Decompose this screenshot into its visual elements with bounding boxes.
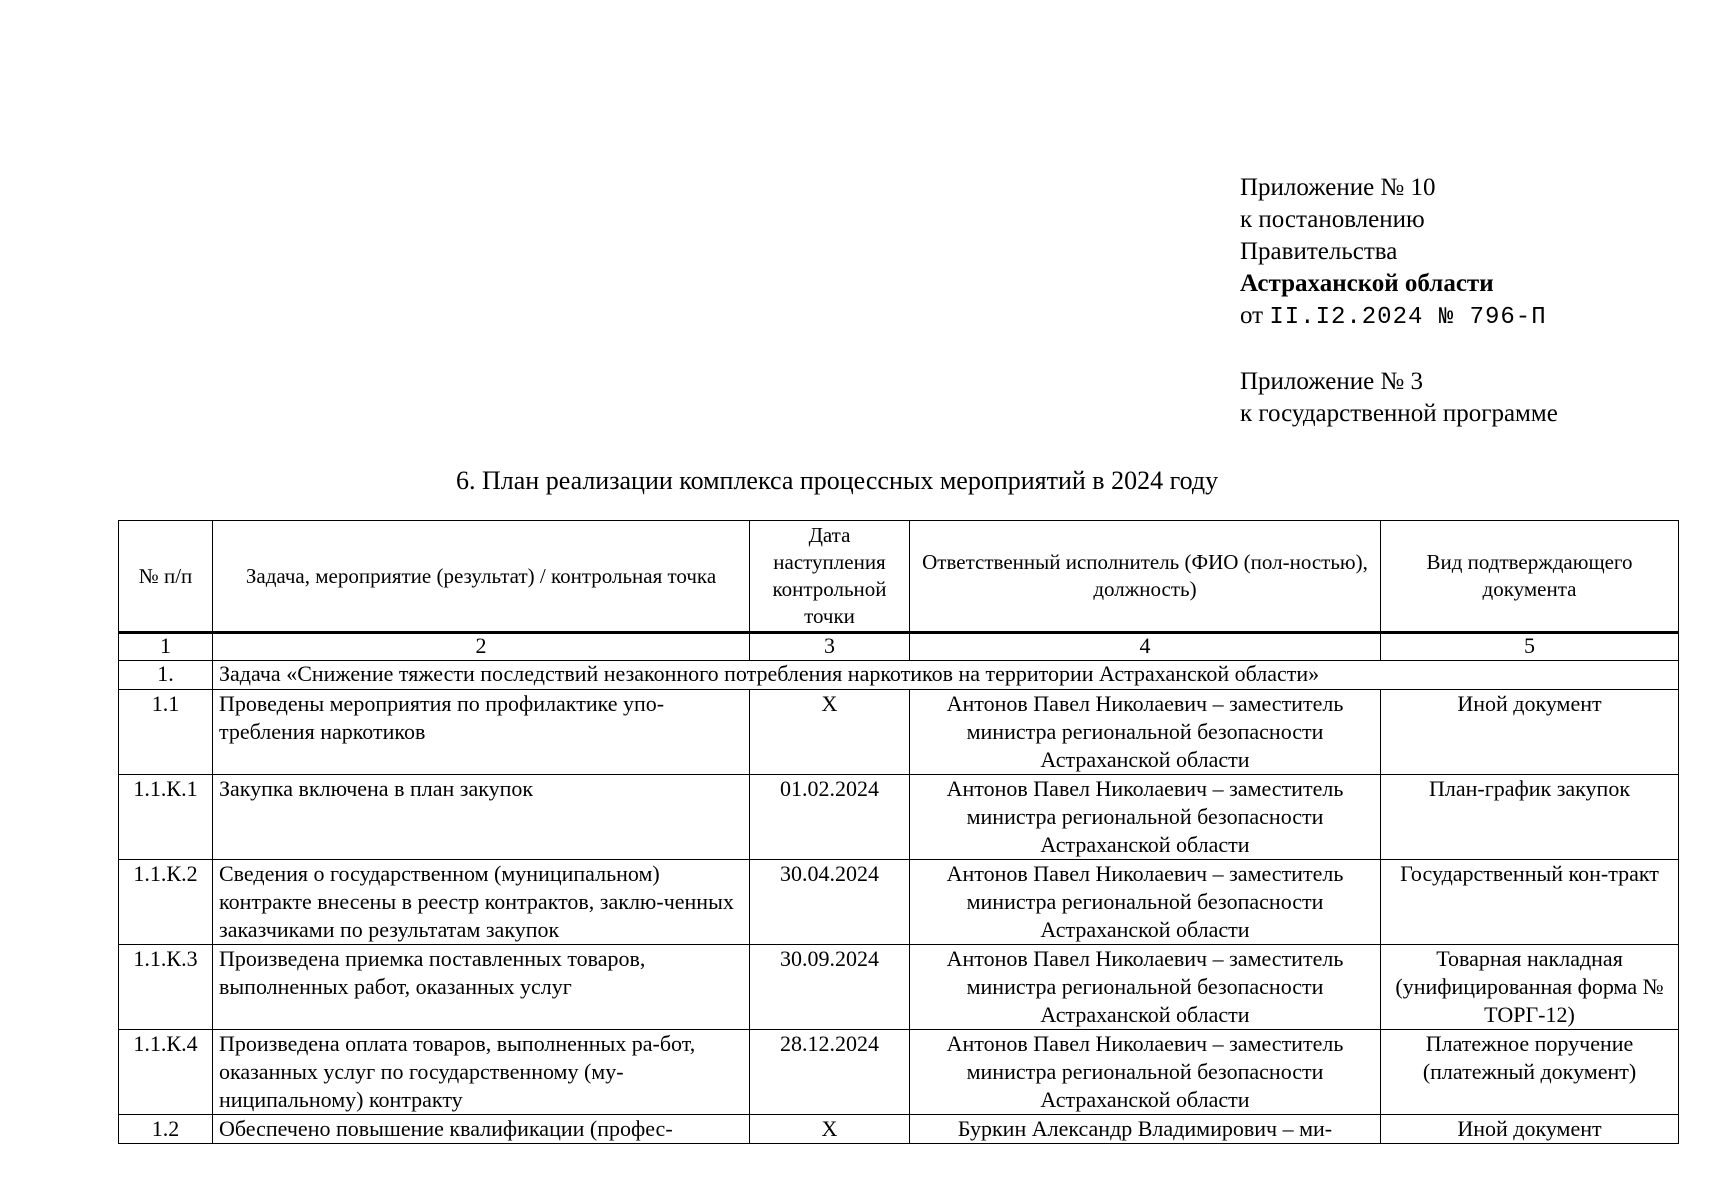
row-date: 30.04.2024	[750, 860, 910, 945]
row-document: План-график закупок	[1381, 775, 1679, 860]
appendix-current-line1: Приложение № 10	[1240, 174, 1436, 201]
column-number: 2	[213, 633, 750, 661]
row-item: Проведены мероприятия по профилактике упо-требления наркотиков	[213, 690, 750, 775]
appendix-current-line3: Правительства	[1240, 238, 1398, 265]
row-date: 30.09.2024	[750, 945, 910, 1030]
row-date: 28.12.2024	[750, 1030, 910, 1115]
row-responsible: Буркин Александр Владимирович – ми-	[910, 1115, 1381, 1144]
row-item: Произведена приемка поставленных товаров, выполненных работ, оказанных услуг	[213, 945, 750, 1030]
row-document: Государственный кон-тракт	[1381, 860, 1679, 945]
appendix-original-line1: Приложение № 3	[1240, 368, 1424, 395]
appendix-current-line4: Астраханской области	[1240, 270, 1494, 297]
row-item: Сведения о государственном (муниципальном) контракте внесены в реестр контрактов, заклю-ченных заказчиками по результатам закупок	[213, 860, 750, 945]
header-date: Дата наступления контрольной точки	[750, 521, 910, 633]
plan-table	[118, 520, 1679, 1144]
row-number: 1.1.К.4	[119, 1030, 213, 1115]
appendix-original-line2: к государственной программе	[1240, 400, 1558, 427]
column-number: 3	[750, 633, 910, 661]
column-number: 4	[910, 633, 1381, 661]
task-number: 1.	[119, 661, 213, 690]
table-row	[119, 1115, 1679, 1144]
row-date: X	[750, 690, 910, 775]
task-row	[119, 661, 1679, 690]
appendix-block	[1240, 172, 1558, 430]
row-document: Товарная накладная (унифицированная форма № ТОРГ-12)	[1381, 945, 1679, 1030]
row-item: Закупка включена в план закупок	[213, 775, 750, 860]
row-number: 1.1	[119, 690, 213, 775]
column-number-row	[119, 633, 1679, 661]
row-responsible: Антонов Павел Николаевич – заместитель министра региональной безопасности Астраханской области	[910, 690, 1381, 775]
table-row	[119, 860, 1679, 945]
row-item: Обеспечено повышение квалификации (профес-	[213, 1115, 750, 1144]
table-row	[119, 945, 1679, 1030]
table-row	[119, 690, 1679, 775]
row-document: Иной документ	[1381, 690, 1679, 775]
row-number: 1.1.К.3	[119, 945, 213, 1030]
row-item: Произведена оплата товаров, выполненных ра-бот, оказанных услуг по государственному (му-ниципальному) контракту	[213, 1030, 750, 1115]
header-number: № п/п	[119, 521, 213, 633]
appendix-date-number: II.I2.2024 № 796-П	[1269, 304, 1547, 331]
row-responsible: Антонов Павел Николаевич – заместитель министра региональной безопасности Астраханской области	[910, 1030, 1381, 1115]
header-document-type: Вид подтверждающего документа	[1381, 521, 1679, 633]
appendix-date-line	[1240, 300, 1558, 334]
header-task: Задача, мероприятие (результат) / контрольная точка	[213, 521, 750, 633]
row-responsible: Антонов Павел Николаевич – заместитель министра региональной безопасности Астраханской области	[910, 775, 1381, 860]
row-document: Иной документ	[1381, 1115, 1679, 1144]
table-row	[119, 1030, 1679, 1115]
row-date: X	[750, 1115, 910, 1144]
column-number: 1	[119, 633, 213, 661]
row-responsible: Антонов Павел Николаевич – заместитель министра региональной безопасности Астраханской области	[910, 860, 1381, 945]
row-number: 1.1.К.1	[119, 775, 213, 860]
column-number: 5	[1381, 633, 1679, 661]
row-number: 1.1.К.2	[119, 860, 213, 945]
header-responsible: Ответственный исполнитель (ФИО (пол-ностью), должность)	[910, 521, 1381, 633]
row-date: 01.02.2024	[750, 775, 910, 860]
document-title: 6. План реализации комплекса процессных мероприятий в 2024 году	[456, 466, 1219, 495]
table-header-row	[119, 521, 1679, 633]
task-text: Задача «Снижение тяжести последствий незаконного потребления наркотиков на территории Астраханской области»	[213, 661, 1679, 690]
table-row	[119, 775, 1679, 860]
appendix-current-line2: к постановлению	[1240, 206, 1425, 233]
appendix-date-prefix: от	[1240, 302, 1264, 329]
row-document: Платежное поручение (платежный документ)	[1381, 1030, 1679, 1115]
row-number: 1.2	[119, 1115, 213, 1144]
row-responsible: Антонов Павел Николаевич – заместитель министра региональной безопасности Астраханской области	[910, 945, 1381, 1030]
